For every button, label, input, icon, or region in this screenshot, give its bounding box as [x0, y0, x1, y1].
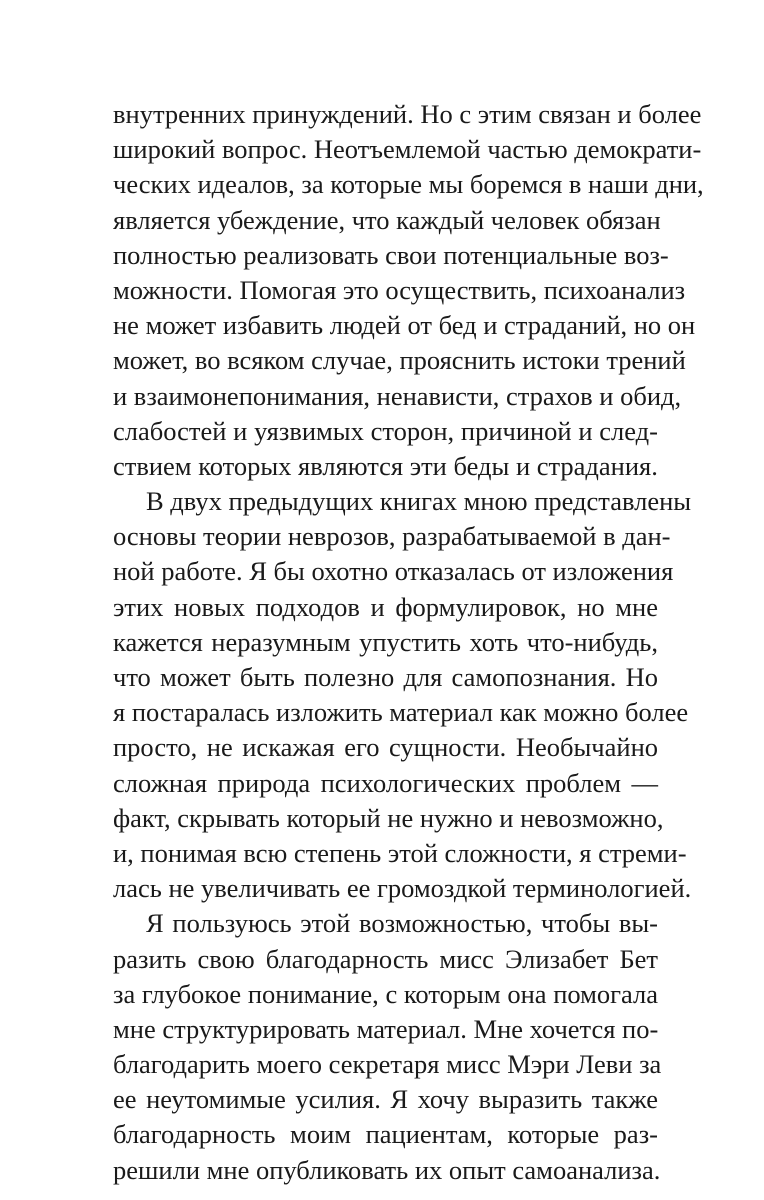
text-line: я постаралась изложить материал как можно более: [113, 697, 689, 728]
text-line: благодарность моим пациентам, которые раз-: [113, 1119, 658, 1150]
text-line: лась не увеличивать ее громоздкой терминологией.: [113, 873, 692, 904]
paragraph-2: [113, 484, 692, 906]
text-line: просто, не искажая его сущности. Необычайно: [113, 732, 658, 763]
text-line: и, понимая всю степень этой сложности, я стреми-: [113, 837, 687, 868]
text-line: В двух предыдущих книгах мною представлены: [146, 486, 692, 517]
text-line: внутренних принуждений. Но с этим связан и более: [113, 99, 702, 129]
text-line: и взаимонепонимания, ненависти, страхов и обид,: [113, 380, 682, 411]
text-line: сложная природа психологических проблем —: [113, 767, 658, 798]
text-line: мне структурировать материал. Мне хочется по-: [113, 1013, 659, 1044]
text-line: разить свою благодарность мисс Элизабет Бет: [113, 943, 658, 974]
text-line: ствием которых являются эти беды и страдания.: [113, 450, 658, 481]
paragraph-1: [113, 97, 704, 484]
text-line: решили мне опубликовать их опыт самоанализа.: [113, 1154, 661, 1185]
text-line: этих новых подходов и формулировок, но мне: [113, 591, 658, 622]
text-line: не может избавить людей от бед и страданий, но он: [113, 310, 696, 341]
text-line: ее неутомимые усилия. Я хочу выразить также: [113, 1084, 658, 1115]
text-line: Я пользуюсь этой возможностью, чтобы вы-: [146, 908, 658, 939]
text-line: можности. Помогая это осуществить, психоанализ: [113, 274, 686, 305]
paragraph-3: [113, 906, 662, 1188]
text-line: слабостей и уязвимых сторон, причиной и след-: [113, 415, 658, 446]
text-line: что может быть полезно для самопознания. Но: [113, 662, 658, 692]
text-line: ной работе. Я бы охотно отказалась от изложения: [113, 556, 674, 587]
body-text: [113, 97, 704, 1188]
text-line: факт, скрывать который не нужно и невозможно,: [113, 802, 664, 833]
text-line: полностью реализовать свои потенциальные воз-: [113, 239, 669, 270]
text-line: широкий вопрос. Неотъемлемой частью демократи-: [113, 134, 702, 165]
text-line: ческих идеалов, за которые мы боремся в наши дни,: [113, 169, 704, 200]
text-line: кажется неразумным упустить хоть что-нибудь,: [113, 626, 658, 657]
text-line: за глубокое понимание, с которым она помогала: [113, 978, 658, 1009]
text-line: благодарить моего секретаря мисс Мэри Леви за: [113, 1049, 662, 1080]
text-line: может, во всяком случае, прояснить истоки трений: [113, 345, 686, 376]
text-line: основы теории неврозов, разрабатываемой в дан-: [113, 521, 671, 552]
text-line: является убеждение, что каждый человек обязан: [113, 204, 661, 235]
